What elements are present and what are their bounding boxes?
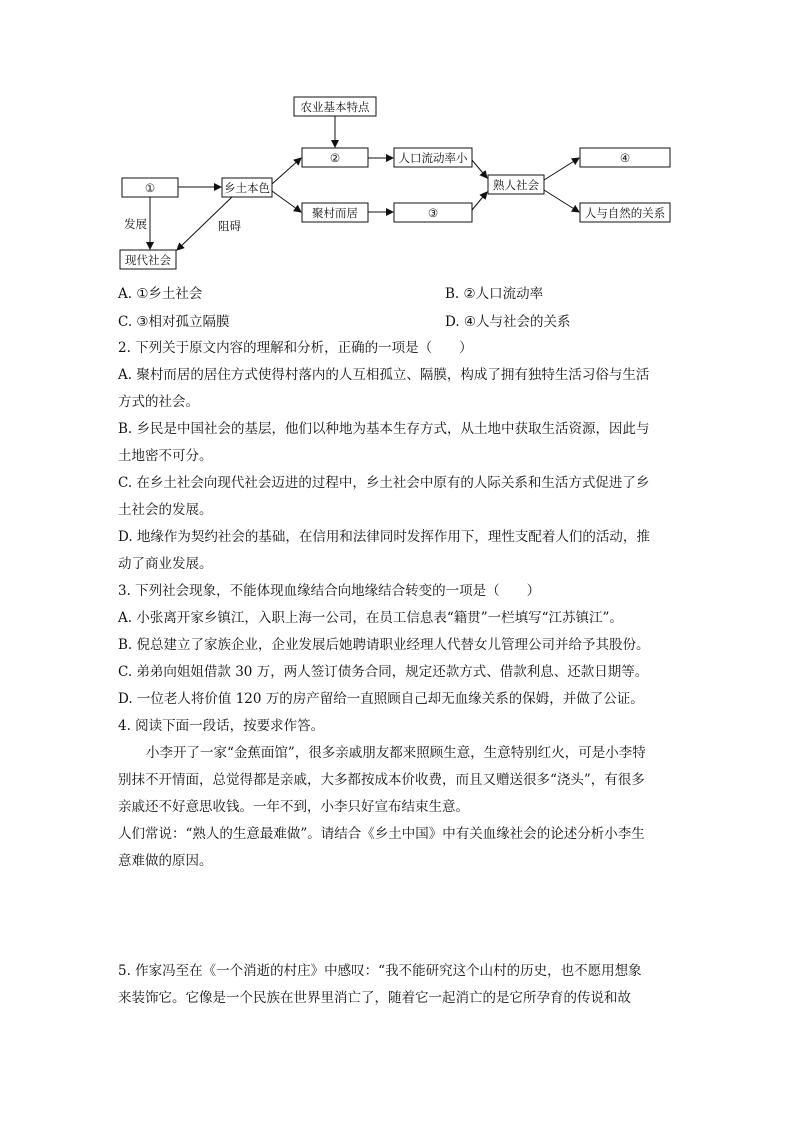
- node-label-n2: ②: [329, 151, 341, 165]
- node-label-shuren: 熟人社会: [493, 178, 539, 192]
- q2-option-b-line2: 土地密不可分。: [118, 448, 213, 464]
- q4-stem: 4. 阅读下面一段话，按要求作答。: [118, 718, 325, 734]
- node-label-n3: ③: [427, 206, 439, 220]
- q1-option-c: C. ③相对孤立隔膜: [118, 314, 230, 330]
- arrow-xiangtu-n2: [272, 158, 301, 184]
- q2-option-c-line2: 土社会的发展。: [118, 502, 213, 518]
- q2-option-c-line1: C. 在乡土社会向现代社会迈进的过程中，乡土社会中原有的人际关系和生活方式促进了乡: [118, 475, 650, 491]
- q3-option-c: C. 弟弟向姐姐借款 30 万，两人签订债务合同，规定还款方式、借款利息、还款日期等。: [118, 664, 649, 680]
- q1-option-d: D. ④人与社会的关系: [445, 314, 571, 330]
- q4-prompt-line2: 意难做的原因。: [118, 853, 213, 869]
- node-label-n1: ①: [144, 181, 156, 195]
- q3-option-d: D. 一位老人将价值 120 万的房产留给一直照顾自己却无血缘关系的保姆，并做了公证。: [118, 691, 644, 707]
- node-label-agri: 农业基本特点: [300, 100, 370, 114]
- q4-passage-line3: 亲戚还不好意思收钱。一年不到，小李只好宣布结束生意。: [118, 799, 469, 815]
- q4-passage-line1: 小李开了一家“金蕉面馆”，很多亲戚朋友都来照顾生意，生意特别红火，可是小李特: [146, 745, 646, 761]
- arrow-liudong-shuren: [472, 160, 487, 178]
- node-label-n4: ④: [619, 151, 631, 165]
- concept-diagram: [0, 0, 794, 280]
- q3-option-a: A. 小张离开家乡镇江，入职上海一公司，在员工信息表“籍贯”一栏填写“江苏镇江”。: [118, 610, 623, 626]
- q2-option-d-line2: 动了商业发展。: [118, 556, 213, 572]
- node-label-ziran: 人与自然的关系: [584, 206, 666, 220]
- node-label-xiangtu: 乡土本色: [224, 181, 270, 195]
- q5-stem-line2: 来装饰它。它像是一个民族在世界里消亡了，随着它一起消亡的是它所孕育的传说和故: [118, 990, 631, 1006]
- arrow-shuren-n4: [544, 158, 579, 180]
- q3-stem: 3. 下列社会现象，不能体现血缘结合向地缘结合转变的一项是（ ）: [118, 583, 541, 599]
- arrow-shuren-ziran: [544, 190, 579, 212]
- arrow-xiangtu-juju: [272, 191, 301, 212]
- q2-option-d-line1: D. 地缘作为契约社会的基础，在信用和法律同时发挥作用下，理性支配着人们的活动，推: [118, 529, 650, 545]
- q4-passage-line2: 别抹不开情面，总觉得都是亲戚，大多都按成本价收费，而且又赠送很多“浇头”，有很多: [118, 772, 645, 788]
- q2-option-a-line1: A. 聚村而居的居住方式使得村落内的人互相孤立、隔膜，构成了拥有独特生活习俗与生活: [118, 367, 650, 383]
- arrow-n3-shuren: [472, 192, 487, 210]
- edge-label-fazhan: 发展: [124, 217, 147, 231]
- q2-option-a-line2: 方式的社会。: [118, 394, 199, 410]
- node-label-juju: 聚村而居: [312, 206, 358, 220]
- q2-stem: 2. 下列关于原文内容的理解和分析，正确的一项是（ ）: [118, 340, 473, 356]
- q1-option-a: A. ①乡土社会: [118, 286, 203, 302]
- q3-option-b: B. 倪总建立了家族企业，企业发展后她聘请职业经理人代替女儿管理公司并给予其股份。: [118, 637, 650, 653]
- node-label-liudong: 人口流动率小: [398, 151, 468, 165]
- q2-option-b-line1: B. 乡民是中国社会的基层，他们以种地为基本生存方式，从土地中获取生活资源，因此与: [118, 421, 650, 437]
- q1-option-b: B. ②人口流动率: [445, 286, 544, 302]
- q4-prompt-line1: 人们常说：“熟人的生意最难做”。请结合《乡土中国》中有关血缘社会的论述分析小李生: [118, 826, 645, 842]
- node-label-modern: 现代社会: [125, 253, 171, 267]
- q5-stem-line1: 5. 作家冯至在《一个消逝的村庄》中感叹：“我不能研究这个山村的历史，也不愿用想象: [118, 963, 642, 979]
- edge-label-zuai: 阻碍: [218, 219, 241, 233]
